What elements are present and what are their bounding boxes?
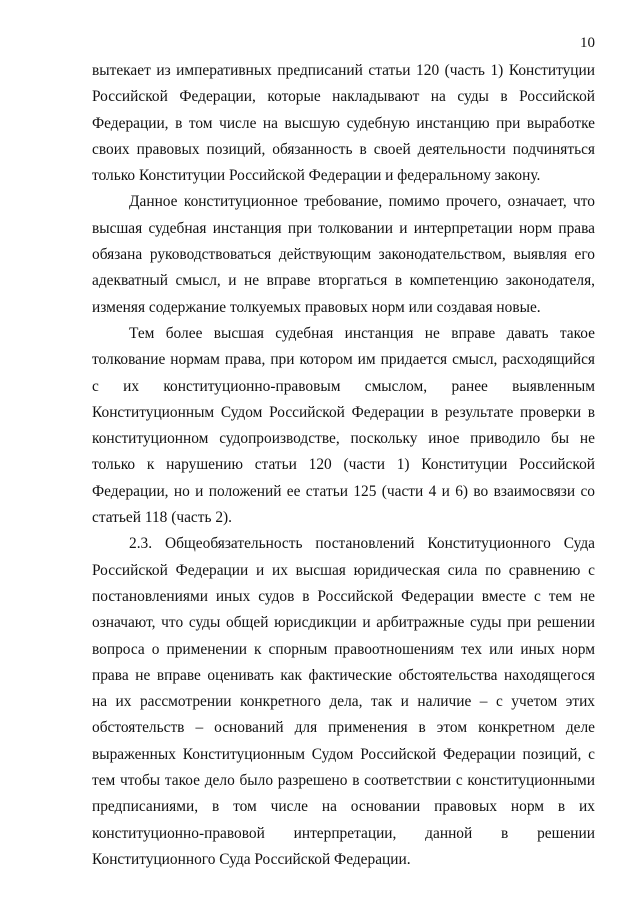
paragraph-continuation: вытекает из императивных предписаний статьи 120 (часть 1) Конституции Российской Федерации, которые накладывают на суды в Российской Федерации, в том числе на высшую судебную инстанцию при выработке своих правовых позиций, обязанность в своей деятельности подчиняться только Конституции Российской Федерации и федеральному закону. xyxy=(92,62,595,185)
document-body xyxy=(92,58,595,873)
paragraph-section-2-3: 2.3. Общеобязательность постановлений Конституционного Суда Российской Федерации и их высшая юридическая сила по сравнению с постановлениями иных судов в Российской Федерации вместе с тем не означают, что суды общей юрисдикции и арбитражные суды при решении вопроса о применении к спорным правоотношениям тех или иных норм права не вправе оценивать как фактические обстоятельства находящегося на их рассмотрении конкретного дела, так и наличие – с учетом этих обстоятельств – оснований для применения в этом конкретном деле выраженных Конституционным Судом Российской Федерации позиций, с тем чтобы такое дело было разрешено в соответствии с конституционными предписаниями, в том числе на основании правовых норм в их конституционно-правовой интерпретации, данной в решении Конституционного Суда Российской Федерации. xyxy=(92,535,595,868)
paragraph-constitutional-requirement: Данное конституционное требование, помимо прочего, означает, что высшая судебная инстанция при толковании и интерпретации норм права обязана руководствоваться действующим законодательством, выявляя его адекватный смысл, и не вправе вторгаться в компетенцию законодателя, изменяя содержание толкуемых правовых норм или создавая новые. xyxy=(92,193,595,316)
paragraph-interpretation-limits: Тем более высшая судебная инстанция не вправе давать такое толкование нормам права, при котором им придается смысл, расходящийся с их конституционно-правовым смыслом, ранее выявленным Конституционным Судом Российской Федерации в результате проверки в конституционном судопроизводстве, поскольку иное приводило бы не только к нарушению статьи 120 (части 1) Конституции Российской Федерации, но и положений ее статьи 125 (части 4 и 6) во взаимосвязи со статьей 118 (часть 2). xyxy=(92,324,595,527)
page-number: 10 xyxy=(580,35,595,51)
